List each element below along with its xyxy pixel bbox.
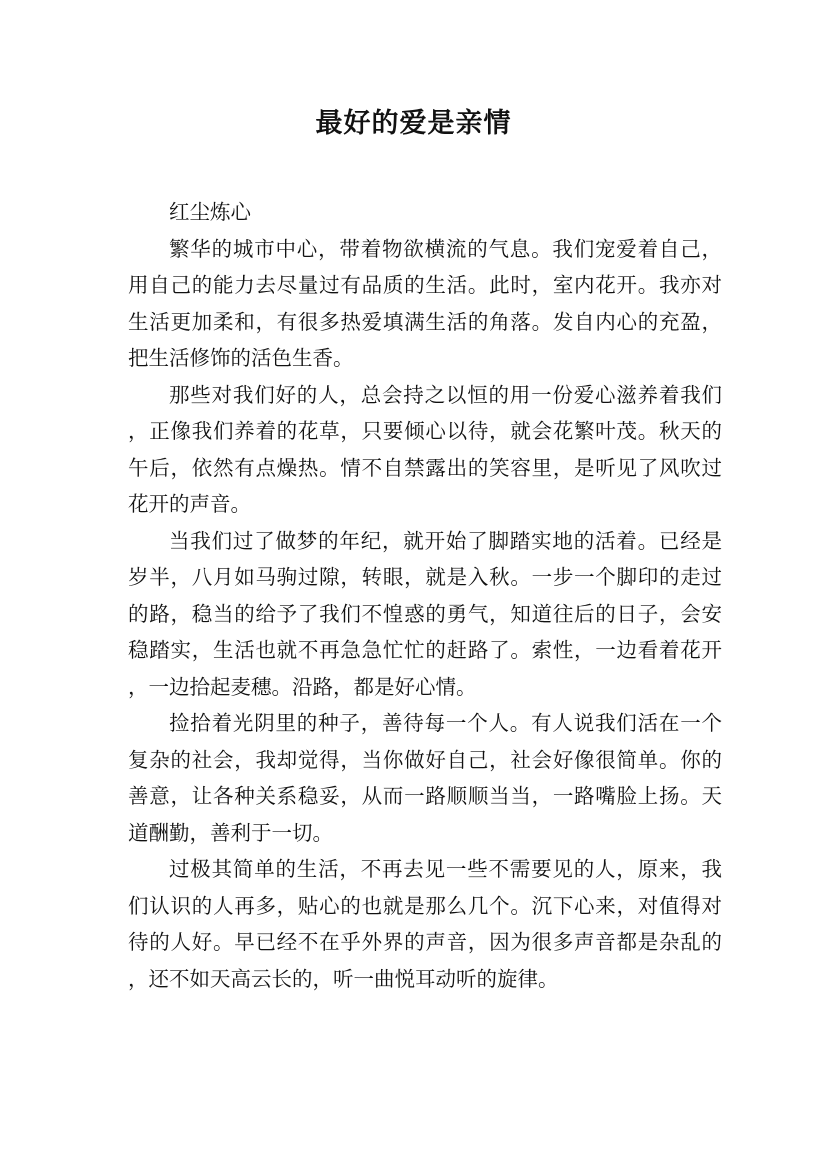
paragraph: 繁华的城市中心，带着物欲横流的气息。我们宠爱着自己，用自己的能力去尽量过有品质的生活。此时，室内花开。我亦对生活更加柔和，有很多热爱填满生活的角落。发自内心的充盈，把生活修饰的活色生香。 (128, 236, 722, 370)
paragraph: 过极其简单的生活，不再去见一些不需要见的人，原来，我们认识的人再多，贴心的也就是那么几个。沉下心来，对值得对待的人好。早已经不在乎外界的声音，因为很多声音都是杂乱的，还不如天高云长的，听一曲悦耳动听的旋律。 (128, 857, 722, 991)
paragraph: 那些对我们好的人，总会持之以恒的用一份爱心滋养着我们，正像我们养着的花草，只要倾心以待，就会花繁叶茂。秋天的午后，依然有点燥热。情不自禁露出的笑容里，是听见了风吹过花开的声音。 (128, 382, 722, 516)
document-title: 最好的爱是亲情 (315, 108, 512, 139)
paragraph: 捡拾着光阴里的种子，善待每一个人。有人说我们活在一个复杂的社会，我却觉得，当你做好自己，社会好像很简单。你的善意，让各种关系稳妥，从而一路顺顺当当，一路嘴脸上扬。天道酬勤，善利于一切。 (128, 711, 722, 845)
paragraph: 当我们过了做梦的年纪，就开始了脚踏实地的活着。已经是岁半，八月如马驹过隙，转眼，就是入秋。一步一个脚印的走过的路，稳当的给予了我们不惶惑的勇气，知道往后的日子，会安稳踏实，生活也就不再急急忙忙的赶路了。索性，一边看着花开，一边拾起麦穗。沿路，都是好心情。 (128, 528, 722, 699)
document-body (128, 194, 722, 997)
author-line: 红尘炼心 (169, 200, 251, 224)
